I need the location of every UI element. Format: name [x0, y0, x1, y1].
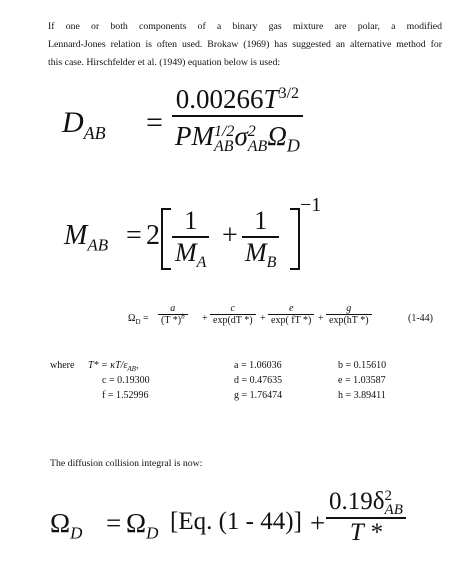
eq1-den-omega-sub: D — [286, 135, 300, 156]
eq1-numerator-coef: 0.00266 — [175, 84, 264, 114]
eq2-exponent: −1 — [300, 194, 322, 216]
eq1-den-omega: Ω — [267, 121, 287, 151]
eq2-fraction-a — [172, 206, 209, 272]
eq4-equals: = — [106, 508, 122, 538]
eq4-num-sup: 2 — [384, 488, 393, 505]
eq3-lhs: Ω — [128, 313, 136, 324]
eq4-rhs-omega-sub: D — [146, 523, 159, 543]
eq3-t4-num: g — [346, 303, 352, 314]
eq1-den-M-sup: 1/2 — [213, 122, 235, 140]
collision-integral-text: The diffusion collision integral is now: — [50, 458, 203, 469]
eq3-t2-num: c — [230, 303, 235, 314]
equation-polar-correction — [50, 488, 450, 560]
eq4-rhs-omega: Ω — [126, 508, 147, 538]
const-g: g = 1.76474 — [234, 390, 283, 401]
eq2-equals: = — [126, 220, 142, 251]
intro-line-1: If one or both components of a binary gas mixture are polar, a modified — [48, 21, 442, 32]
eq3-plus-1: + — [202, 313, 208, 324]
eq2-lhs: M — [64, 220, 88, 251]
eq3-t1-den: (T *) — [161, 315, 182, 326]
eq1-den-sigma-sup: 2 — [247, 122, 256, 140]
eq3-plus-2: + — [260, 313, 266, 324]
eq1-numerator-T: T — [263, 84, 279, 114]
eq1-fraction — [172, 84, 303, 154]
const-a: a = 1.06036 — [234, 360, 282, 371]
const-tstar: T* = κT/ε — [88, 360, 128, 371]
equation-collision-integral: $\Omega_D$ = a (T *)$^b$ + c exp(dT *) + e exp( fT *) + g exp(hT *) (1-44) — [128, 303, 433, 326]
eq4-lhs-sub: D — [70, 523, 83, 543]
equation-reduced-mass — [64, 194, 364, 284]
eq3-term2 — [210, 303, 256, 326]
eq4-fraction — [326, 488, 406, 547]
where-label: where — [50, 360, 75, 371]
const-c: c = 0.19300 — [102, 375, 150, 386]
eq1-den-PM: PM — [175, 121, 214, 151]
eq2-plus: + — [222, 220, 238, 251]
eq4-num-sub: AB — [384, 502, 403, 519]
eq1-lhs: D — [62, 106, 84, 139]
eq3-t1-num: a — [170, 303, 176, 314]
eq2-fraction-b — [242, 206, 279, 272]
eq2-den1-sub: A — [196, 254, 207, 272]
eq2-den2: M — [245, 238, 267, 267]
eq2-den2-sub: B — [266, 254, 277, 272]
equation-diffusivity — [62, 84, 362, 164]
eq3-t1-den-exp: b — [181, 312, 185, 321]
eq4-num: 0.19δ — [329, 488, 385, 515]
eq3-number: (1-44) — [408, 313, 433, 324]
eq1-lhs-sub: AB — [83, 123, 106, 143]
eq4-bracket: [Eq. (1 - 44)] — [170, 508, 302, 535]
eq4-den: T * — [349, 519, 383, 547]
intro-line-3: this case. Hirschfelder et al. (1949) equation below is used: — [48, 57, 281, 68]
eq3-plus-3: + — [318, 313, 324, 324]
eq3-lhs-sub: D — [135, 318, 141, 326]
eq1-den-M-sub: AB — [213, 137, 234, 155]
eq1-numerator-exp: 3/2 — [278, 85, 300, 102]
eq2-lhs-sub: AB — [87, 235, 109, 255]
eq4-plus: + — [310, 508, 326, 538]
eq2-left-bracket — [161, 208, 171, 270]
const-d: d = 0.47635 — [234, 375, 283, 386]
eq3-t3-den: exp( fT *) — [271, 315, 312, 326]
constants-table: where $T* = \kappa T/\varepsilon_{AB}$, c = 0.19300 f = 1.52996 a = 1.06036 d = 0.47635 g = 1.76474 b = 0.15610 e = 1.03587 h = 3.89411 — [50, 360, 387, 401]
const-e: e = 1.03587 — [338, 375, 386, 386]
eq1-equals: = — [146, 106, 163, 139]
intro-line-2: Lennard-Jones relation is often used. Brokaw (1969) has suggested an alternative method for — [48, 39, 442, 50]
eq1-den-sigma-sub: AB — [247, 137, 268, 155]
const-f: f = 1.52996 — [102, 390, 149, 401]
eq2-coef: 2 — [146, 220, 160, 251]
eq3-term1 — [158, 303, 188, 326]
intro-paragraph — [48, 18, 442, 72]
eq3-term4 — [326, 303, 372, 326]
const-h: h = 3.89411 — [338, 390, 386, 401]
eq2-num1: 1 — [184, 206, 198, 235]
const-b: b = 0.15610 — [338, 360, 387, 371]
eq1-den-sigma: σ — [234, 121, 248, 151]
eq4-lhs: Ω — [50, 508, 71, 538]
eq3-t3-num: e — [288, 303, 294, 314]
eq3-t2-den: exp(dT *) — [213, 315, 253, 326]
eq3-term3 — [268, 303, 314, 326]
eq2-num2: 1 — [254, 206, 268, 235]
const-tstar-sub: AB — [127, 365, 136, 373]
eq2-right-bracket — [290, 208, 300, 270]
eq3-t4-den: exp(hT *) — [329, 315, 369, 326]
eq2-den1: M — [175, 238, 197, 267]
